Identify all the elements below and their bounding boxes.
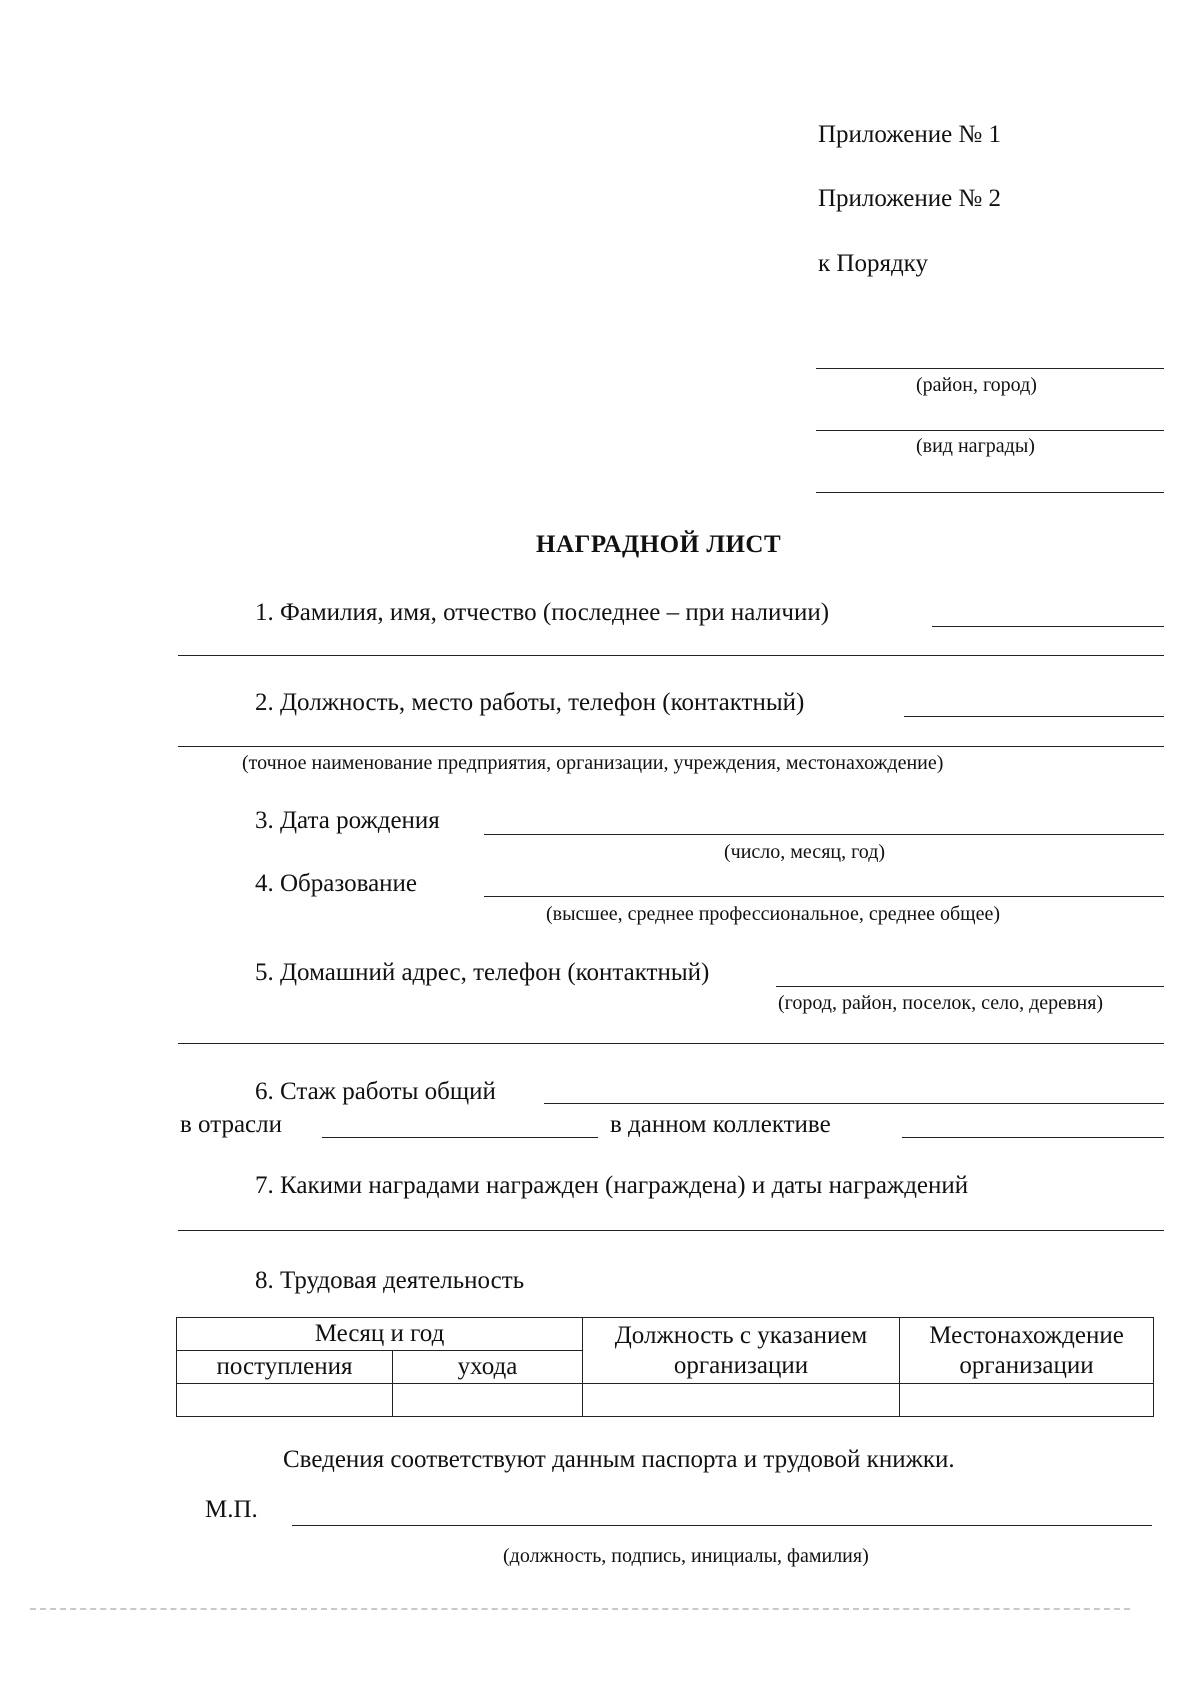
admission-header: поступления — [177, 1351, 393, 1384]
leaving-cell[interactable] — [393, 1384, 583, 1417]
signature-caption: (должность, подпись, инициалы, фамилия) — [503, 1545, 869, 1567]
location-header-line-1: Местонахождение — [929, 1321, 1124, 1349]
field-2-label: 2. Должность, место работы, телефон (контактный) — [255, 689, 805, 716]
home-address-input-line[interactable] — [776, 986, 1164, 987]
industry-experience-input-line[interactable] — [322, 1137, 598, 1138]
field-1-label: 1. Фамилия, имя, отчество (последнее – при наличии) — [255, 599, 830, 626]
award-type-input-line[interactable] — [816, 430, 1164, 431]
position-input-line[interactable] — [904, 716, 1164, 717]
birth-date-input-line[interactable] — [484, 834, 1164, 835]
total-experience-input-line[interactable] — [544, 1103, 1164, 1104]
field-4-label: 4. Образование — [255, 870, 418, 897]
collective-experience-input-line[interactable] — [902, 1137, 1164, 1138]
location-cell[interactable] — [900, 1384, 1154, 1417]
document-title: НАГРАДНОЙ ЛИСТ — [536, 531, 782, 558]
work-history-table — [176, 1317, 1154, 1417]
field-3-caption: (число, месяц, год) — [724, 841, 886, 863]
district-caption: (район, город) — [916, 374, 1037, 396]
statement-text: Сведения соответствуют данным паспорта и трудовой книжки. — [283, 1446, 955, 1473]
field-7-label: 7. Какими наградами награжден (награждена) и даты награждений — [255, 1172, 969, 1199]
position-header-line-1: Должность с указанием — [614, 1321, 868, 1349]
award-type-caption: (вид награды) — [916, 435, 1035, 457]
position-continuation-line[interactable] — [178, 746, 1164, 747]
field-6-label: 6. Стаж работы общий — [255, 1078, 496, 1105]
appendix-1-label: Приложение № 1 — [818, 121, 1002, 148]
field-8-label: 8. Трудовая деятельность — [255, 1267, 525, 1294]
to-order-label: к Порядку — [818, 250, 928, 277]
position-header-line-2: организации — [673, 1351, 809, 1379]
stamp-label: М.П. — [205, 1496, 258, 1523]
education-input-line[interactable] — [484, 896, 1164, 897]
scan-dash-artifact — [30, 1608, 1130, 1610]
full-name-input-line[interactable] — [932, 626, 1164, 627]
leaving-header: ухода — [393, 1351, 583, 1384]
admission-cell[interactable] — [177, 1384, 393, 1417]
signature-input-line[interactable] — [292, 1525, 1152, 1526]
appendix-2-label: Приложение № 2 — [818, 185, 1002, 212]
table-row — [177, 1384, 1154, 1417]
awards-input-line[interactable] — [178, 1230, 1164, 1231]
month-year-header: Месяц и год — [177, 1318, 583, 1351]
field-5-label: 5. Домашний адрес, телефон (контактный) — [255, 959, 710, 986]
field-5-caption: (город, район, поселок, село, деревня) — [778, 992, 1104, 1014]
award-type-extra-line[interactable] — [816, 492, 1164, 493]
field-2-caption: (точное наименование предприятия, организации, учреждения, местонахождение) — [242, 752, 944, 774]
field-4-caption: (высшее, среднее профессиональное, среднее общее) — [546, 903, 1000, 925]
position-header — [583, 1318, 900, 1384]
field-3-label: 3. Дата рождения — [255, 807, 440, 834]
full-name-continuation-line[interactable] — [178, 655, 1164, 656]
industry-experience-label: в отрасли — [180, 1111, 283, 1138]
district-input-line[interactable] — [816, 368, 1164, 369]
location-header-line-2: организации — [959, 1351, 1094, 1379]
location-header — [900, 1318, 1154, 1384]
position-cell[interactable] — [583, 1384, 900, 1417]
home-address-continuation-line[interactable] — [178, 1043, 1164, 1044]
table-header-row — [177, 1318, 1154, 1351]
collective-experience-label: в данном коллективе — [610, 1111, 831, 1138]
